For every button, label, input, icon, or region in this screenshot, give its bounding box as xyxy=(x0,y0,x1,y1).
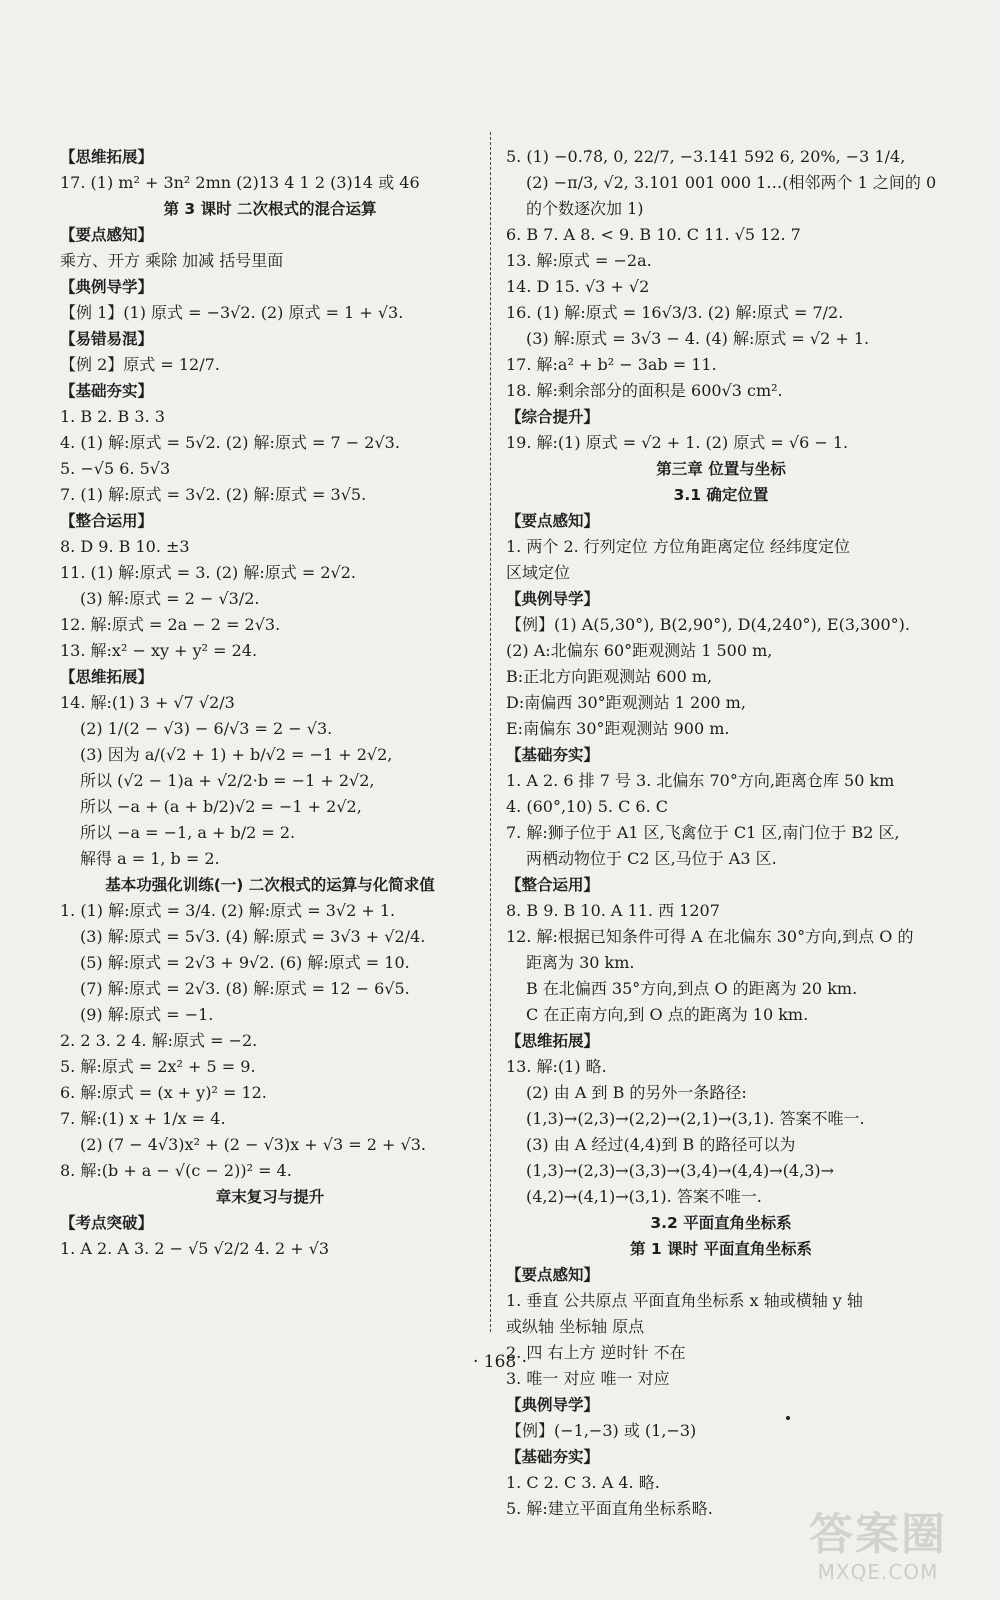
answer-line: 12. 解:根据已知条件可得 A 在北偏东 30°方向,到点 O 的 xyxy=(506,927,914,946)
answer-line-indented: (4,2)→(4,1)→(3,1). 答案不唯一. xyxy=(526,1187,762,1206)
answer-line-indented: (1,3)→(2,3)→(3,3)→(3,4)→(4,4)→(4,3)→ xyxy=(526,1161,835,1180)
answer-line-indented: (3) 解:原式 = 5√3. (4) 解:原式 = 3√3 + √2/4. xyxy=(80,927,426,946)
section-heading: 【要点感知】 xyxy=(506,1266,600,1284)
watermark-main-text: 答案圈 xyxy=(809,1509,947,1560)
answer-line-indented: 所以 −a + (a + b/2)√2 = −1 + 2√2, xyxy=(80,797,362,816)
section-heading: 【思维拓展】 xyxy=(60,668,154,686)
answer-line: 2. 2 3. 2 4. 解:原式 = −2. xyxy=(60,1031,258,1050)
answer-line: 3. 唯一 对应 唯一 对应 xyxy=(506,1369,670,1388)
answer-line: 13. 解:原式 = −2a. xyxy=(506,251,652,270)
section-heading: 【典例导学】 xyxy=(506,1396,600,1414)
section-heading: 【整合运用】 xyxy=(60,512,154,530)
answer-line-indented: (3) 解:原式 = 2 − √3/2. xyxy=(80,589,260,608)
answer-line: 【例】(−1,−3) 或 (1,−3) xyxy=(506,1421,697,1440)
answer-line: 17. (1) m² + 3n² 2mn (2)13 4 1 2 (3)14 或 46 xyxy=(60,173,420,192)
answer-line: B:正北方向距观测站 600 m, xyxy=(506,667,713,686)
answer-line: 6. 解:原式 = (x + y)² = 12. xyxy=(60,1083,267,1102)
answer-line-indented: (9) 解:原式 = −1. xyxy=(80,1005,214,1024)
answer-line: 7. 解:狮子位于 A1 区,飞禽位于 C1 区,南门位于 B2 区, xyxy=(506,823,900,842)
answer-line: 【例 2】原式 = 12/7. xyxy=(60,355,220,374)
answer-line: 1. (1) 解:原式 = 3/4. (2) 解:原式 = 3√2 + 1. xyxy=(60,901,396,920)
answer-line-indented: (5) 解:原式 = 2√3 + 9√2. (6) 解:原式 = 10. xyxy=(80,953,410,972)
answer-line-indented: 所以 (√2 − 1)a + √2/2·b = −1 + 2√2, xyxy=(80,771,375,790)
section-heading: 【考点突破】 xyxy=(60,1214,154,1232)
answer-line: 1. A 2. 6 排 7 号 3. 北偏东 70°方向,距离仓库 50 km xyxy=(506,771,895,790)
section-heading: 【典例导学】 xyxy=(60,278,154,296)
answer-line: 8. B 9. B 10. A 11. 西 1207 xyxy=(506,901,720,920)
page-number: · 168 · xyxy=(472,1352,528,1372)
answer-line: (2) A:北偏东 60°距观测站 1 500 m, xyxy=(506,641,773,660)
answer-line: 11. (1) 解:原式 = 3. (2) 解:原式 = 2√2. xyxy=(60,563,356,582)
answer-line-indented: (2) 由 A 到 B 的另外一条路径: xyxy=(526,1083,747,1102)
answer-line: 18. 解:剩余部分的面积是 600√3 cm². xyxy=(506,381,783,400)
watermark-logo xyxy=(778,1510,978,1584)
answer-line: 或纵轴 坐标轴 原点 xyxy=(506,1317,645,1336)
answer-line-indented: B 在北偏西 35°方向,到点 O 的距离为 20 km. xyxy=(526,979,858,998)
answer-line-indented: (3) 由 A 经过(4,4)到 B 的路径可以为 xyxy=(526,1135,796,1154)
answer-line: 13. 解:x² − xy + y² = 24. xyxy=(60,641,258,660)
answer-line-indented: 的个数逐次加 1) xyxy=(526,199,644,218)
section-heading: 【基础夯实】 xyxy=(60,382,154,400)
answer-line: 4. (1) 解:原式 = 5√2. (2) 解:原式 = 7 − 2√3. xyxy=(60,433,400,452)
section-heading: 【易错易混】 xyxy=(60,330,154,348)
answer-line: 1. C 2. C 3. A 4. 略. xyxy=(506,1473,660,1492)
answer-line: 8. D 9. B 10. ±3 xyxy=(60,537,190,556)
answer-line: 16. (1) 解:原式 = 16√3/3. (2) 解:原式 = 7/2. xyxy=(506,303,844,322)
answer-line: 区域定位 xyxy=(506,563,571,582)
section-heading: 【思维拓展】 xyxy=(60,148,154,166)
answer-line: 8. 解:(b + a − √(c − 2))² = 4. xyxy=(60,1161,292,1180)
answer-line: 6. B 7. A 8. < 9. B 10. C 11. √5 12. 7 xyxy=(506,225,801,244)
answer-line-indented: (2) −π/3, √2, 3.101 001 000 1…(相邻两个 1 之间的 0 xyxy=(526,173,937,192)
answer-line: 2. 四 右上方 逆时针 不在 xyxy=(506,1343,686,1362)
section-heading: 【思维拓展】 xyxy=(506,1032,600,1050)
answer-line: 14. D 15. √3 + √2 xyxy=(506,277,650,296)
answer-line-indented: 所以 −a = −1, a + b/2 = 2. xyxy=(80,823,296,842)
answer-line-indented: C 在正南方向,到 O 点的距离为 10 km. xyxy=(526,1005,809,1024)
answer-line: 12. 解:原式 = 2a − 2 = 2√3. xyxy=(60,615,281,634)
answer-line-indented: (2) (7 − 4√3)x² + (2 − √3)x + √3 = 2 + √3. xyxy=(80,1135,426,1154)
section-heading: 【要点感知】 xyxy=(506,512,600,530)
answer-line-indented: (1,3)→(2,3)→(2,2)→(2,1)→(3,1). 答案不唯一. xyxy=(526,1109,865,1128)
answer-line: 5. 解:原式 = 2x² + 5 = 9. xyxy=(60,1057,256,1076)
section-heading: 【基础夯实】 xyxy=(506,1448,600,1466)
answer-line: D:南偏西 30°距观测站 1 200 m, xyxy=(506,693,746,712)
print-speck xyxy=(786,1416,790,1420)
answer-line-indented: 解得 a = 1, b = 2. xyxy=(80,849,220,868)
answer-line-indented: 距离为 30 km. xyxy=(526,953,635,972)
answer-line: 【例】(1) A(5,30°), B(2,90°), D(4,240°), E(3,300°). xyxy=(506,615,910,634)
answer-line: 13. 解:(1) 略. xyxy=(506,1057,607,1076)
lesson-title: 3.1 确定位置 xyxy=(673,486,769,504)
answer-line: E:南偏东 30°距观测站 900 m. xyxy=(506,719,730,738)
lesson-title: 第 1 课时 平面直角坐标系 xyxy=(630,1240,812,1258)
answer-line: 4. (60°,10) 5. C 6. C xyxy=(506,797,668,816)
answer-line-indented: (3) 因为 a/(√2 + 1) + b/√2 = −1 + 2√2, xyxy=(80,745,393,764)
left-column xyxy=(60,146,480,1264)
lesson-title: 第三章 位置与坐标 xyxy=(656,460,786,478)
answer-line-indented: 两栖动物位于 C2 区,马位于 A3 区. xyxy=(526,849,777,868)
lesson-title: 基本功强化训练(一) 二次根式的运算与化简求值 xyxy=(105,876,435,894)
answer-line: 1. A 2. A 3. 2 − √5 √2/2 4. 2 + √3 xyxy=(60,1239,330,1258)
answer-line: 5. (1) −0.7̇8̇, 0, 22/7, −3.141 592 6, 20%, −3 1/4, xyxy=(506,147,906,166)
section-heading: 【综合提升】 xyxy=(506,408,600,426)
answer-line: 1. B 2. B 3. 3 xyxy=(60,407,165,426)
lesson-title: 第 3 课时 二次根式的混合运算 xyxy=(163,200,377,218)
lesson-title: 3.2 平面直角坐标系 xyxy=(650,1214,792,1232)
lesson-title: 章末复习与提升 xyxy=(215,1188,325,1206)
section-heading: 【整合运用】 xyxy=(506,876,600,894)
answer-line: 14. 解:(1) 3 + √7 √2/3 xyxy=(60,693,235,712)
answer-line: 5. 解:建立平面直角坐标系略. xyxy=(506,1499,713,1518)
column-divider xyxy=(490,132,491,1332)
answer-line-indented: (7) 解:原式 = 2√3. (8) 解:原式 = 12 − 6√5. xyxy=(80,979,410,998)
answer-line: 7. (1) 解:原式 = 3√2. (2) 解:原式 = 3√5. xyxy=(60,485,367,504)
answer-line: 乘方、开方 乘除 加减 括号里面 xyxy=(60,251,284,270)
right-column xyxy=(506,146,936,1524)
answer-line: 19. 解:(1) 原式 = √2 + 1. (2) 原式 = √6 − 1. xyxy=(506,433,849,452)
answer-line: 17. 解:a² + b² − 3ab = 11. xyxy=(506,355,717,374)
watermark-sub-text: MXQE.COM xyxy=(817,1560,939,1584)
answer-line-indented: (3) 解:原式 = 3√3 − 4. (4) 解:原式 = √2 + 1. xyxy=(526,329,870,348)
answer-line: 【例 1】(1) 原式 = −3√2. (2) 原式 = 1 + √3. xyxy=(60,303,404,322)
answer-line: 1. 垂直 公共原点 平面直角坐标系 x 轴或横轴 y 轴 xyxy=(506,1291,863,1310)
section-heading: 【基础夯实】 xyxy=(506,746,600,764)
section-heading: 【典例导学】 xyxy=(506,590,600,608)
answer-line: 1. 两个 2. 行列定位 方位角距离定位 经纬度定位 xyxy=(506,537,850,556)
answer-line: 5. −√5 6. 5√3 xyxy=(60,459,171,478)
answer-line-indented: (2) 1/(2 − √3) − 6/√3 = 2 − √3. xyxy=(80,719,333,738)
answer-line: 7. 解:(1) x + 1/x = 4. xyxy=(60,1109,226,1128)
section-heading: 【要点感知】 xyxy=(60,226,154,244)
